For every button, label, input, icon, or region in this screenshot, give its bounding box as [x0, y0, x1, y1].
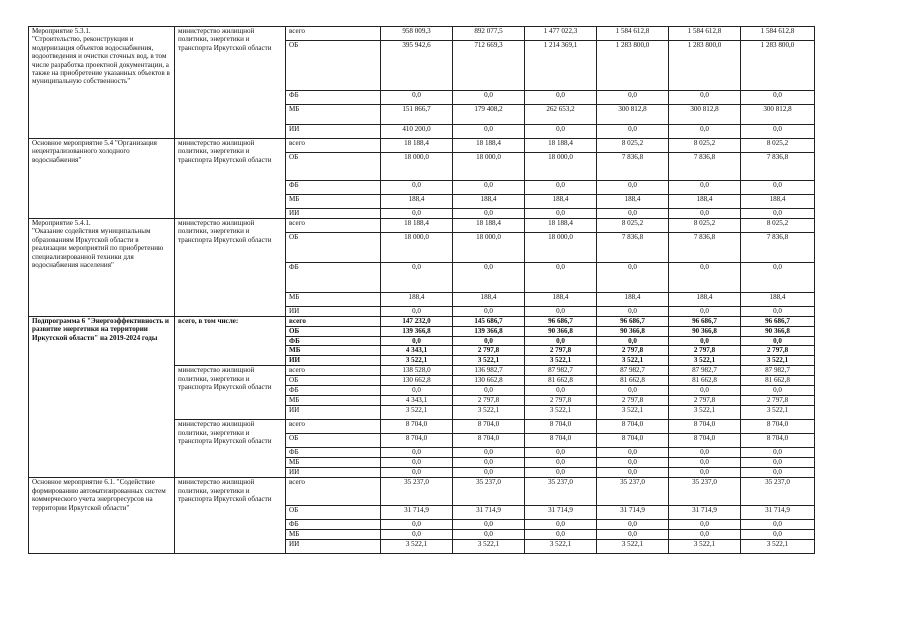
value-cell: 0,0 [381, 520, 453, 530]
executor-cell: министерство жилищной политики, энергетики и транспорта Иркутской области [175, 219, 286, 317]
value-cell: 2 797,8 [741, 346, 815, 356]
value-cell: 0,0 [597, 386, 669, 396]
value-cell: 0,0 [381, 468, 453, 478]
source-cell: ФБ [286, 520, 381, 530]
value-cell: 8 704,0 [669, 434, 741, 448]
value-cell: 0,0 [597, 337, 669, 346]
value-cell: 0,0 [741, 263, 815, 293]
executor-cell: министерство жилищной политики, энергетики и транспорта Иркутской области [175, 27, 286, 139]
value-cell: 96 686,7 [741, 317, 815, 327]
value-cell: 0,0 [669, 337, 741, 346]
source-cell: МБ [286, 458, 381, 468]
table-row [29, 317, 815, 327]
source-cell: МБ [286, 346, 381, 356]
value-cell: 0,0 [525, 125, 597, 139]
value-cell: 81 662,8 [741, 376, 815, 386]
value-cell: 87 982,7 [741, 366, 815, 376]
value-cell: 81 662,8 [669, 376, 741, 386]
value-cell: 0,0 [741, 337, 815, 346]
value-cell: 35 237,0 [597, 478, 669, 506]
value-cell: 90 366,8 [669, 327, 741, 337]
value-cell: 0,0 [453, 468, 525, 478]
value-cell: 3 522,1 [669, 356, 741, 366]
value-cell: 0,0 [453, 386, 525, 396]
executor-cell: всего, в том числе: [175, 317, 286, 366]
value-cell: 0,0 [597, 468, 669, 478]
value-cell: 0,0 [381, 209, 453, 219]
value-cell: 130 662,8 [381, 376, 453, 386]
source-cell: ОБ [286, 434, 381, 448]
value-cell: 0,0 [669, 468, 741, 478]
value-cell: 2 797,8 [525, 346, 597, 356]
value-cell: 90 366,8 [741, 327, 815, 337]
value-cell: 18 188,4 [453, 139, 525, 153]
source-cell: ОБ [286, 376, 381, 386]
value-cell: 0,0 [453, 181, 525, 195]
value-cell: 18 188,4 [381, 219, 453, 233]
value-cell: 0,0 [453, 263, 525, 293]
value-cell: 0,0 [381, 91, 453, 105]
source-cell: всего [286, 420, 381, 434]
source-cell: всего [286, 478, 381, 506]
value-cell: 7 836,8 [597, 233, 669, 263]
source-cell: ИИ [286, 209, 381, 219]
value-cell: 3 522,1 [741, 540, 815, 554]
value-cell: 0,0 [669, 125, 741, 139]
value-cell: 35 237,0 [741, 478, 815, 506]
source-cell: ФБ [286, 181, 381, 195]
value-cell: 8 025,2 [741, 219, 815, 233]
value-cell: 0,0 [525, 181, 597, 195]
value-cell: 0,0 [381, 386, 453, 396]
executor-cell: министерство жилищной политики, энергетики и транспорта Иркутской области [175, 420, 286, 478]
source-cell: всего [286, 317, 381, 327]
value-cell: 958 009,3 [381, 27, 453, 41]
value-cell: 0,0 [525, 520, 597, 530]
value-cell: 0,0 [597, 263, 669, 293]
source-cell: МБ [286, 195, 381, 209]
value-cell: 1 584 612,8 [669, 27, 741, 41]
value-cell: 96 686,7 [669, 317, 741, 327]
value-cell: 18 188,4 [525, 139, 597, 153]
value-cell: 3 522,1 [741, 356, 815, 366]
value-cell: 0,0 [669, 448, 741, 458]
value-cell: 300 812,8 [669, 105, 741, 125]
value-cell: 0,0 [381, 448, 453, 458]
value-cell: 8 025,2 [669, 139, 741, 153]
source-cell: МБ [286, 530, 381, 540]
value-cell: 188,4 [453, 293, 525, 307]
value-cell: 262 653,2 [525, 105, 597, 125]
value-cell: 31 714,9 [597, 506, 669, 520]
value-cell: 8 704,0 [453, 420, 525, 434]
value-cell: 0,0 [741, 307, 815, 317]
value-cell: 3 522,1 [669, 540, 741, 554]
value-cell: 7 836,8 [741, 153, 815, 181]
value-cell: 4 343,1 [381, 346, 453, 356]
value-cell: 4 343,1 [381, 396, 453, 406]
value-cell: 0,0 [381, 307, 453, 317]
value-cell: 0,0 [741, 125, 815, 139]
value-cell: 3 522,1 [597, 540, 669, 554]
value-cell: 300 812,8 [597, 105, 669, 125]
value-cell: 3 522,1 [597, 356, 669, 366]
value-cell: 8 704,0 [741, 434, 815, 448]
value-cell: 31 714,9 [453, 506, 525, 520]
value-cell: 0,0 [525, 91, 597, 105]
value-cell: 0,0 [525, 530, 597, 540]
value-cell: 1 584 612,8 [741, 27, 815, 41]
value-cell: 188,4 [525, 293, 597, 307]
value-cell: 3 522,1 [525, 356, 597, 366]
value-cell: 18 000,0 [453, 233, 525, 263]
value-cell: 188,4 [669, 195, 741, 209]
value-cell: 3 522,1 [525, 540, 597, 554]
activity-cell: Мероприятие 5.3.1. "Строительство, реконструкция и модернизация объектов водоснабжения, водоотведения и очистки сточных вод, в том числе разработка проектной документации, а также на приобретение указанных объектов в муниципальную собственность" [29, 27, 175, 139]
value-cell: 0,0 [453, 337, 525, 346]
value-cell: 0,0 [597, 307, 669, 317]
value-cell: 2 797,8 [741, 396, 815, 406]
value-cell: 18 000,0 [381, 153, 453, 181]
executor-cell: министерство жилищной политики, энергетики и транспорта Иркутской области [175, 139, 286, 219]
value-cell: 0,0 [741, 209, 815, 219]
value-cell: 87 982,7 [669, 366, 741, 376]
value-cell: 0,0 [453, 448, 525, 458]
value-cell: 188,4 [597, 195, 669, 209]
value-cell: 3 522,1 [669, 406, 741, 420]
activity-cell: Подпрограмма 6 "Энергоэффективность и развитие энергетики на территории Иркутской области" на 2019-2024 годы [29, 317, 175, 478]
value-cell: 96 686,7 [597, 317, 669, 327]
value-cell: 8 025,2 [597, 219, 669, 233]
value-cell: 179 408,2 [453, 105, 525, 125]
value-cell: 0,0 [381, 530, 453, 540]
value-cell: 0,0 [525, 386, 597, 396]
value-cell: 151 866,7 [381, 105, 453, 125]
value-cell: 8 025,2 [741, 139, 815, 153]
value-cell: 188,4 [453, 195, 525, 209]
value-cell: 7 836,8 [669, 153, 741, 181]
value-cell: 35 237,0 [669, 478, 741, 506]
source-cell: ОБ [286, 41, 381, 91]
value-cell: 3 522,1 [381, 356, 453, 366]
value-cell: 35 237,0 [381, 478, 453, 506]
value-cell: 1 584 612,8 [597, 27, 669, 41]
value-cell: 0,0 [597, 125, 669, 139]
value-cell: 35 237,0 [453, 478, 525, 506]
value-cell: 2 797,8 [597, 396, 669, 406]
value-cell: 395 942,6 [381, 41, 453, 91]
value-cell: 8 704,0 [525, 434, 597, 448]
executor-cell: министерство жилищной политики, энергетики и транспорта Иркутской области [175, 366, 286, 420]
value-cell: 892 077,5 [453, 27, 525, 41]
value-cell: 18 000,0 [381, 233, 453, 263]
value-cell: 136 982,7 [453, 366, 525, 376]
source-cell: ИИ [286, 468, 381, 478]
source-cell: ОБ [286, 233, 381, 263]
value-cell: 18 188,4 [381, 139, 453, 153]
source-cell: всего [286, 366, 381, 376]
source-cell: ОБ [286, 153, 381, 181]
value-cell: 18 000,0 [453, 153, 525, 181]
value-cell: 8 704,0 [597, 420, 669, 434]
value-cell: 0,0 [597, 448, 669, 458]
value-cell: 0,0 [525, 307, 597, 317]
table-row [29, 27, 815, 41]
value-cell: 0,0 [453, 209, 525, 219]
value-cell: 0,0 [453, 91, 525, 105]
value-cell: 188,4 [741, 293, 815, 307]
value-cell: 90 366,8 [597, 327, 669, 337]
value-cell: 0,0 [669, 91, 741, 105]
value-cell: 0,0 [381, 263, 453, 293]
value-cell: 2 797,8 [669, 346, 741, 356]
value-cell: 8 025,2 [669, 219, 741, 233]
source-cell: МБ [286, 396, 381, 406]
value-cell: 0,0 [669, 386, 741, 396]
value-cell: 31 714,9 [381, 506, 453, 520]
value-cell: 0,0 [597, 209, 669, 219]
value-cell: 1 283 800,0 [597, 41, 669, 91]
value-cell: 0,0 [741, 448, 815, 458]
value-cell: 0,0 [453, 530, 525, 540]
value-cell: 188,4 [525, 195, 597, 209]
value-cell: 130 662,8 [453, 376, 525, 386]
value-cell: 87 982,7 [525, 366, 597, 376]
value-cell: 0,0 [381, 458, 453, 468]
value-cell: 18 000,0 [525, 233, 597, 263]
value-cell: 0,0 [597, 181, 669, 195]
value-cell: 2 797,8 [669, 396, 741, 406]
value-cell: 31 714,9 [741, 506, 815, 520]
value-cell: 188,4 [597, 293, 669, 307]
source-cell: всего [286, 219, 381, 233]
value-cell: 18 000,0 [525, 153, 597, 181]
value-cell: 8 704,0 [381, 420, 453, 434]
value-cell: 0,0 [669, 209, 741, 219]
source-cell: ФБ [286, 337, 381, 346]
value-cell: 8 704,0 [741, 420, 815, 434]
value-cell: 0,0 [597, 91, 669, 105]
value-cell: 188,4 [381, 195, 453, 209]
value-cell: 2 797,8 [453, 346, 525, 356]
executor-cell: министерство жилищной политики, энергетики и транспорта Иркутской области [175, 478, 286, 554]
value-cell: 0,0 [597, 458, 669, 468]
table-row [29, 219, 815, 233]
source-cell: ИИ [286, 307, 381, 317]
value-cell: 0,0 [525, 468, 597, 478]
value-cell: 0,0 [597, 530, 669, 540]
value-cell: 712 669,3 [453, 41, 525, 91]
value-cell: 0,0 [597, 520, 669, 530]
value-cell: 8 025,2 [597, 139, 669, 153]
value-cell: 1 477 022,3 [525, 27, 597, 41]
value-cell: 0,0 [741, 520, 815, 530]
source-cell: МБ [286, 105, 381, 125]
value-cell: 0,0 [741, 386, 815, 396]
value-cell: 0,0 [741, 530, 815, 540]
value-cell: 8 704,0 [525, 420, 597, 434]
value-cell: 300 812,8 [741, 105, 815, 125]
source-cell: ФБ [286, 448, 381, 458]
value-cell: 8 704,0 [381, 434, 453, 448]
value-cell: 0,0 [741, 181, 815, 195]
value-cell: 138 528,0 [381, 366, 453, 376]
activity-cell: Мероприятие 5.4.1. "Оказание содействия муниципальным образованиям Иркутской области в реализации мероприятий по приобретению специализированной техники для водоснабжения населения" [29, 219, 175, 317]
value-cell: 0,0 [669, 458, 741, 468]
value-cell: 1 283 800,0 [741, 41, 815, 91]
value-cell: 0,0 [741, 468, 815, 478]
value-cell: 3 522,1 [525, 406, 597, 420]
value-cell: 81 662,8 [525, 376, 597, 386]
value-cell: 0,0 [453, 307, 525, 317]
value-cell: 0,0 [669, 530, 741, 540]
value-cell: 0,0 [525, 263, 597, 293]
source-cell: ИИ [286, 356, 381, 366]
budget-table-page [28, 26, 814, 554]
value-cell: 0,0 [525, 337, 597, 346]
activity-cell: Основное мероприятие 5.4 "Организация нецентрализованного холодного водоснабжения" [29, 139, 175, 219]
value-cell: 0,0 [453, 125, 525, 139]
source-cell: всего [286, 139, 381, 153]
table-row [29, 478, 815, 506]
value-cell: 31 714,9 [525, 506, 597, 520]
budget-table [28, 26, 815, 554]
source-cell: ИИ [286, 406, 381, 420]
value-cell: 7 836,8 [741, 233, 815, 263]
value-cell: 96 686,7 [525, 317, 597, 327]
value-cell: 188,4 [741, 195, 815, 209]
table-row [29, 139, 815, 153]
value-cell: 0,0 [525, 209, 597, 219]
value-cell: 139 366,8 [381, 327, 453, 337]
value-cell: 90 366,8 [525, 327, 597, 337]
value-cell: 3 522,1 [741, 406, 815, 420]
source-cell: ФБ [286, 263, 381, 293]
value-cell: 3 522,1 [381, 540, 453, 554]
value-cell: 188,4 [381, 293, 453, 307]
value-cell: 147 232,0 [381, 317, 453, 327]
value-cell: 18 188,4 [453, 219, 525, 233]
value-cell: 0,0 [741, 458, 815, 468]
value-cell: 410 200,0 [381, 125, 453, 139]
value-cell: 188,4 [669, 293, 741, 307]
value-cell: 0,0 [741, 91, 815, 105]
value-cell: 3 522,1 [453, 540, 525, 554]
value-cell: 35 237,0 [525, 478, 597, 506]
value-cell: 2 797,8 [453, 396, 525, 406]
value-cell: 0,0 [381, 337, 453, 346]
source-cell: всего [286, 27, 381, 41]
value-cell: 0,0 [669, 307, 741, 317]
value-cell: 0,0 [669, 181, 741, 195]
source-cell: ОБ [286, 327, 381, 337]
value-cell: 7 836,8 [597, 153, 669, 181]
source-cell: ОБ [286, 506, 381, 520]
activity-cell: Основное мероприятие 6.1. "Содействие формированию автоматизированных систем коммерческого учета энергоресурсов на территории Иркутской области" [29, 478, 175, 554]
source-cell: ФБ [286, 386, 381, 396]
value-cell: 3 522,1 [381, 406, 453, 420]
value-cell: 0,0 [669, 520, 741, 530]
value-cell: 81 662,8 [597, 376, 669, 386]
value-cell: 1 283 800,0 [669, 41, 741, 91]
source-cell: ИИ [286, 125, 381, 139]
value-cell: 1 214 369,1 [525, 41, 597, 91]
value-cell: 8 704,0 [453, 434, 525, 448]
value-cell: 3 522,1 [453, 406, 525, 420]
value-cell: 0,0 [525, 448, 597, 458]
value-cell: 0,0 [453, 458, 525, 468]
value-cell: 87 982,7 [597, 366, 669, 376]
value-cell: 139 366,8 [453, 327, 525, 337]
value-cell: 31 714,9 [669, 506, 741, 520]
source-cell: МБ [286, 293, 381, 307]
value-cell: 0,0 [669, 263, 741, 293]
value-cell: 2 797,8 [525, 396, 597, 406]
value-cell: 3 522,1 [453, 356, 525, 366]
value-cell: 8 704,0 [669, 420, 741, 434]
value-cell: 7 836,8 [669, 233, 741, 263]
source-cell: ФБ [286, 91, 381, 105]
value-cell: 0,0 [525, 458, 597, 468]
value-cell: 8 704,0 [597, 434, 669, 448]
value-cell: 0,0 [453, 520, 525, 530]
value-cell: 3 522,1 [597, 406, 669, 420]
value-cell: 2 797,8 [597, 346, 669, 356]
value-cell: 145 686,7 [453, 317, 525, 327]
value-cell: 18 188,4 [525, 219, 597, 233]
source-cell: ИИ [286, 540, 381, 554]
value-cell: 0,0 [381, 181, 453, 195]
